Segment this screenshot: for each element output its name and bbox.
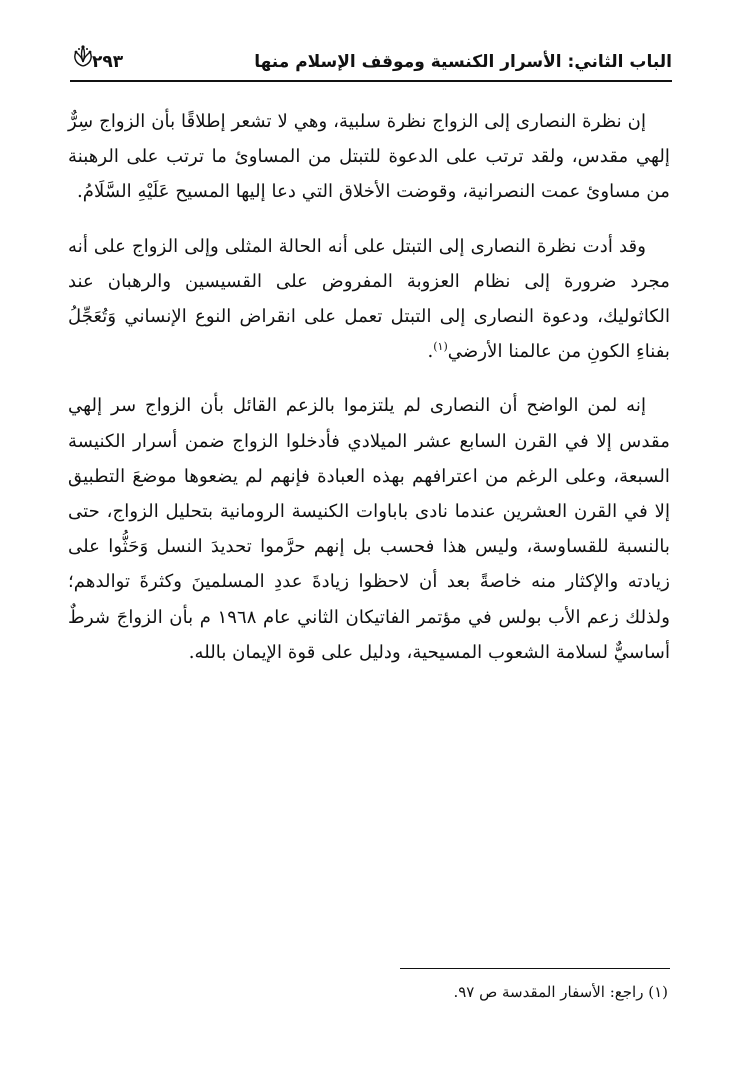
page-number: ٢٩٣: [92, 52, 124, 72]
footnote-ref: (١): [433, 340, 448, 354]
paragraph-1: [68, 104, 670, 210]
paragraph-3: [68, 388, 670, 670]
main-text: [68, 104, 670, 689]
chapter-title: الباب الثاني: الأسرار الكنسية وموقف الإسلام منها: [254, 52, 672, 72]
paragraph-text: إنه لمن الواضح أن النصارى لم يلتزموا بالزعم القائل بأن الزواج سر إلهي مقدس إلا في القرن السابع عشر الميلادي فأدخلوا الزواج ضمن أسرار الكنيسة السبعة، وعلى الرغم من اعترافهم بهذه العبادة فإنهم لم يضعوها موضعَ التطبيق إلا في القرن العشرين عندما نادى باباوات الكنيسة الرومانية بتحليل الزواج، حتى بالنسبة للقساوسة، وليس هذا فحسب بل إنهم حرَّموا تحديدَ النسل وَحَثُّوا على زيادته والإكثار منه خاصةً بعد أن لاحظوا زيادةَ عددِ المسلمينَ وكثرةَ توالدهم؛ ولذلك زعم الأب بولس في مؤتمر الفاتيكان الثاني عام ١٩٦٨ م بأن الزواجَ شرطٌ أساسيٌّ لسلامة الشعوب المسيحية، ودليل على قوة الإيمان بالله.: [68, 395, 670, 663]
footnote-1: (١) راجع: الأسفار المقدسة ص ٩٧.: [453, 983, 668, 1001]
paragraph-text: وقد أدت نظرة النصارى إلى التبتل على أنه الحالة المثلى وإلى الزواج على أنه مجرد ضرورة إلى نظام العزوبة المفروض على القسيسين والرهبان عند الكاثوليك، ودعوة النصارى إلى التبتل تعمل على انقراض النوع الإنساني وَتُعَجِّلُ بفناءِ الكونِ من عالمنا الأرضي: [68, 235, 670, 363]
page-header: [70, 44, 672, 82]
paragraph-text: إن نظرة النصارى إلى الزواج نظرة سلبية، وهي لا تشعر إطلاقًا بأن الزواج سِرٌّ إلهي مقدس، ولقد ترتب على الدعوة للتبتل من المساوئ ما ترتب على الرهبنة من مساوئ عمت النصرانية، وقوضت الأخلاق التي دعا إليها المسيح عَلَيْهِ السَّلَامُ.: [68, 111, 670, 203]
paragraph-end-punct: .: [427, 341, 434, 363]
footnote-divider: [400, 968, 670, 969]
paragraph-2: [68, 229, 670, 370]
page-number-block: [70, 44, 132, 74]
header-rule: [70, 80, 672, 82]
